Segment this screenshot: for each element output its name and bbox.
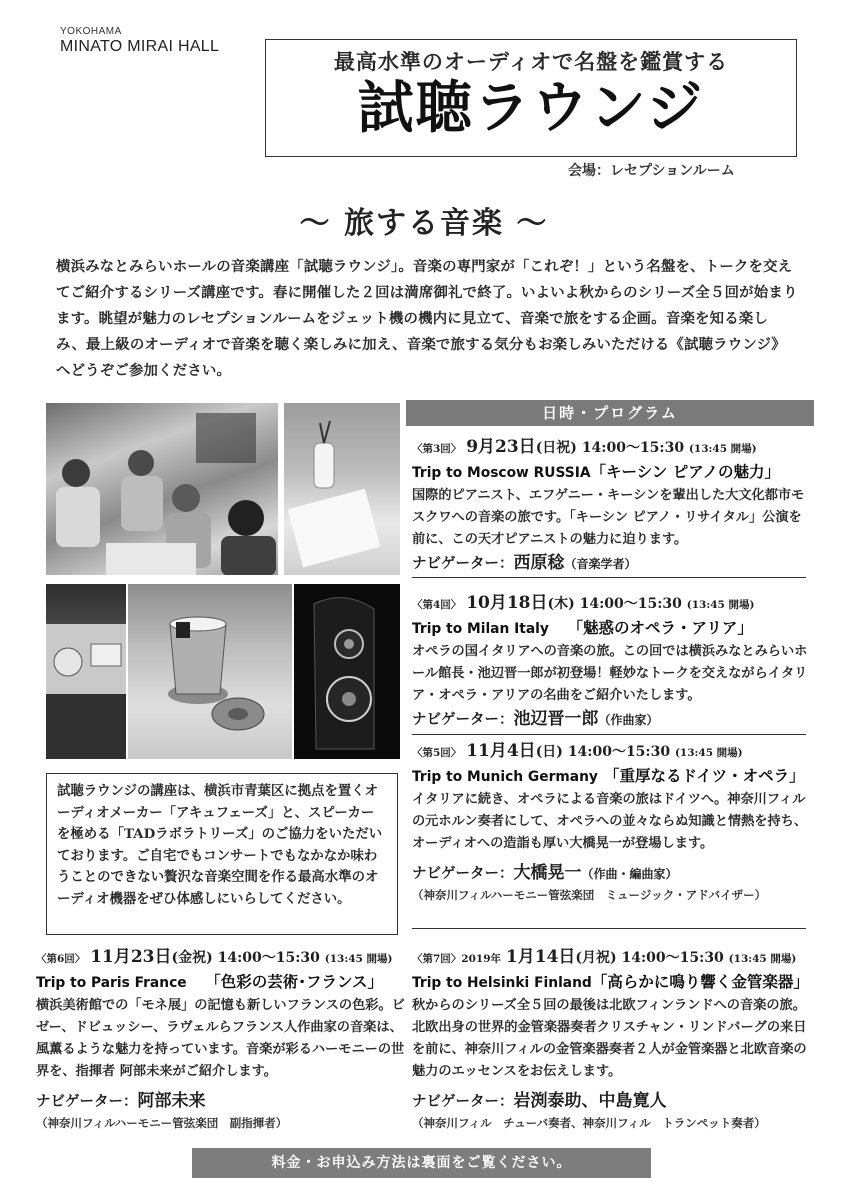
session-7 <box>412 946 814 1132</box>
session-description: イタリアに続き、オペラによる音楽の旅はドイツへ。神奈川フィルの元ホルン奏者にして、オペラへの並々ならぬ知識と情熱を持ち、オーディオへの造詣も厚い大橋晃一が登場します。 <box>412 792 808 851</box>
amplifier-illustration <box>46 584 126 759</box>
speaker-illustration <box>294 584 400 759</box>
navigator-label: ナビゲーター： <box>412 711 514 728</box>
session-topic: 「キーシン ピアノの魅力」 <box>590 462 780 481</box>
navigator-role: （作曲・編曲家） <box>581 867 678 881</box>
cup-illustration <box>128 584 292 759</box>
session-title <box>412 616 812 641</box>
session-title <box>36 970 408 995</box>
session-date <box>412 436 812 460</box>
session-day: 10月18日 <box>466 593 548 613</box>
session-day: 11月23日 <box>90 947 172 967</box>
navigator-affiliation: （神奈川フィル チューバ奏者、神奈川フィル トランペット奏者） <box>412 1116 766 1130</box>
session-trip: Trip to Moscow RUSSIA <box>412 465 591 481</box>
navigator-label: ナビゲーター： <box>412 865 514 882</box>
logo-yokohama: YOKOHAMA <box>60 26 122 37</box>
session-navigator <box>412 551 812 576</box>
session-date <box>36 946 408 970</box>
session-number: 〈第6回〉 <box>36 953 86 965</box>
session-trip: Trip to Munich Germany <box>412 769 598 785</box>
session-time: 14:00～15:30 <box>621 950 724 966</box>
session-title <box>412 764 812 789</box>
session-trip: Trip to Milan Italy <box>412 621 549 637</box>
session-date <box>412 740 812 764</box>
footer-note: 料金・お申込み方法は裏面をご覧ください。 <box>192 1148 651 1178</box>
navigator-role: （音楽学者） <box>564 557 637 571</box>
sponsor-note-box: 試聴ラウンジの講座は、横浜市青葉区に拠点を置くオーディオメーカー「アキュフェーズ」と、スピーカーを極める「TADラボラトリーズ」のご協力をいただいております。ご自宅でもコンサートでもなかなか味わうことのできない贅沢な音楽空間を作る最高水準のオーディオ機器をぜひ体感しにいらしてください。 <box>46 773 398 935</box>
logo-minato-mirai-hall: MINATO MIRAI HALL <box>60 38 220 55</box>
session-navigator <box>412 1089 814 1114</box>
coffee-cup-photo <box>128 584 292 759</box>
page-title: 試聴ラウンジ <box>357 75 705 141</box>
session-weekday: (月祝) <box>575 950 617 966</box>
program-header: 日時・プログラム <box>406 400 814 426</box>
session-4 <box>412 592 812 732</box>
session-5 <box>412 740 812 904</box>
session-weekday: (日) <box>535 744 563 760</box>
session-6 <box>36 946 408 1132</box>
navigator-name: 阿部未来 <box>137 1091 206 1111</box>
session-topic: 「魅惑のオペラ・アリア」 <box>567 618 753 637</box>
session-time: 14:00～15:30 <box>567 744 671 760</box>
session-open: (13:45 開場) <box>324 953 393 965</box>
session-number: 〈第7回〉2019年 <box>412 953 502 965</box>
navigator-name: 西原稔 <box>513 553 565 573</box>
divider <box>412 928 806 929</box>
session-day: 1月14日 <box>505 947 576 967</box>
title-box <box>265 39 797 157</box>
session-trip: Trip to Helsinki Finland <box>412 975 592 991</box>
divider <box>412 577 806 578</box>
theme-heading: ～ 旅する音楽 ～ <box>299 206 549 241</box>
session-time: 14:00～15:30 <box>581 440 685 456</box>
navigator-affiliation: （神奈川フィルハーモニー管弦楽団 副指揮者） <box>36 1116 288 1130</box>
session-open: (13:45 開場) <box>674 747 743 759</box>
session-topic: 「重厚なるドイツ・オペラ」 <box>611 766 805 785</box>
session-3 <box>412 436 812 576</box>
navigator-label: ナビゲーター： <box>412 555 514 572</box>
session-trip: Trip to Paris France <box>36 975 187 991</box>
navigator-affiliation: （神奈川フィルハーモニー管弦楽団 ミュージック・アドバイザー） <box>412 888 767 902</box>
navigator-name: 岩渕泰助、中島寛人 <box>513 1091 667 1111</box>
vase-illustration <box>284 403 400 575</box>
session-description: 秋からのシリーズ全５回の最後は北欧フィンランドへの音楽の旅。北欧出身の世界的金管楽器奏者クリスチャン・リンドバーグの来日を前に、神奈川フィルの金管楽器奏者２人が金管楽器と北欧音楽の魅力のエッセンスをお伝えします。 <box>412 998 807 1079</box>
session-description: オペラの国イタリアへの音楽の旅。この回では横浜みなとみらいホール館長・池辺晋一郎が初登場！軽妙なトークを交えながらイタリア・オペラ・アリアの名曲をご紹介いたします。 <box>412 644 808 703</box>
navigator-name: 池辺晋一郎 <box>513 709 599 729</box>
session-number: 〈第5回〉 <box>412 747 462 759</box>
speaker-photo <box>294 584 400 759</box>
handout-vase-photo <box>284 403 400 575</box>
session-date <box>412 592 812 616</box>
session-open: (13:45 開場) <box>688 443 757 455</box>
title-subtitle: 最高水準のオーディオで名盤を鑑賞する <box>333 49 729 74</box>
navigator-label: ナビゲーター： <box>36 1093 138 1110</box>
session-description: 国際的ピアニスト、エフゲニー・キーシンを輩出した大文化都市モスクワへの音楽の旅です。「キーシン ピアノ・リサイタル」公演を前に、この天才ピアニストの魅力に迫ります。 <box>412 488 805 547</box>
session-weekday: (金祝) <box>171 950 213 966</box>
session-navigator <box>36 1089 408 1114</box>
session-navigator <box>412 861 812 886</box>
navigator-name: 大橋晃一 <box>513 863 582 883</box>
venue-label: 会場：レセプションルーム <box>568 163 735 179</box>
session-title <box>412 460 812 485</box>
navigator-role: （作曲家） <box>598 713 659 727</box>
lecture-audience-photo <box>46 403 278 575</box>
session-day: 11月4日 <box>466 741 536 761</box>
amplifier-photo <box>46 584 126 759</box>
session-time: 14:00～15:30 <box>579 596 682 612</box>
session-description: 横浜美術館での「モネ展」の記憶も新しいフランスの色彩。ビゼー、ドビュッシー、ラヴェルらフランス人作曲家の音楽は、風薫るような魅力を持っています。音楽が彩るハーモニーの世界を、指揮者 阿部未来がご紹介します。 <box>36 998 405 1079</box>
session-topic: 「高らかに鳴り響く金管楽器」 <box>591 972 809 991</box>
session-number: 〈第3回〉 <box>412 443 462 455</box>
session-day: 9月23日 <box>466 437 536 457</box>
session-date <box>412 946 814 970</box>
navigator-label: ナビゲーター： <box>412 1093 514 1110</box>
session-weekday: (日祝) <box>535 440 577 456</box>
session-navigator <box>412 707 812 732</box>
session-title <box>412 970 814 995</box>
session-topic: 「色彩の芸術･フランス」 <box>205 972 384 991</box>
audience-illustration <box>46 403 278 575</box>
divider <box>412 734 806 735</box>
session-time: 14:00～15:30 <box>217 950 320 966</box>
session-open: (13:45 開場) <box>686 599 755 611</box>
intro-text: 横浜みなとみらいホールの音楽講座「試聴ラウンジ」。音楽の専門家が「これぞ！」という名盤を、トークを交えてご紹介するシリーズ講座です。春に開催した２回は満席御礼で終了。いよいよ秋からのシリーズ全５回が始まります。眺望が魅力のレセプションルームをジェット機の機内に見立て、音楽で旅をする企画。音楽を知る楽しみ、最上級のオーディオで音楽を聴く楽しみに加え、音楽で旅する気分もお楽しみいただける《試聴ラウンジ》へどうぞご参加ください。 <box>56 258 798 379</box>
session-weekday: (木) <box>547 596 575 612</box>
session-number: 〈第4回〉 <box>412 599 462 611</box>
session-open: (13:45 開場) <box>728 953 797 965</box>
